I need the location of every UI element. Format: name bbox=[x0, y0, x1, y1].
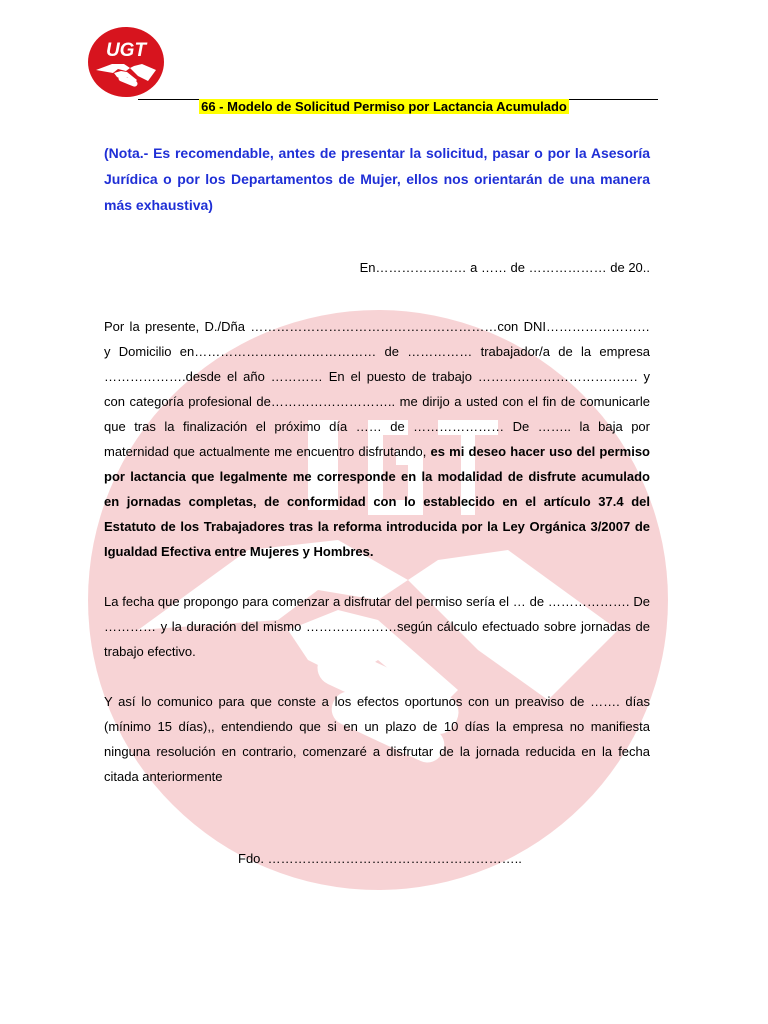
dates-paragraph: La fecha que propongo para comenzar a disfrutar del permiso sería el … de ………………. De ………… y la duración del mismo …………………según cálculo efectuado sobre jornadas de trabajo efectivo. bbox=[104, 594, 650, 659]
document-body bbox=[104, 140, 650, 871]
note-text: (Nota.- Es recomendable, antes de presentar la solicitud, pasar o por la Asesoría Jurídica o por los Departamentos de Mujer, ellos nos orientarán de una manera más exhaustiva) bbox=[104, 145, 650, 213]
svg-text:UGT: UGT bbox=[105, 40, 147, 61]
request-paragraph-bold: es mi deseo hacer uso del permiso por lactancia que legalmente me corresponde en la modalidad de disfrute acumulado en jornadas completas, de conformidad con lo establecido en el artículo 37.4 del Estatuto de los Trabajadores tras la reforma introducida por la Ley Orgánica 3/2007 de Igualdad Efectiva entre Mujeres y Hombres. bbox=[104, 444, 650, 559]
title-text: 66 - Modelo de Solicitud Permiso por Lactancia Acumulado bbox=[201, 99, 567, 114]
document-title bbox=[0, 99, 768, 114]
request-paragraph-plain: Por la presente, D./Dña …………………………………………………con DNI…………………… y Domicilio en…………………………………… de …………… trabajador/a de la empresa ……………….desde el año ………… En el puesto de trabajo ………………………………. y con categoría profesional de……………………….. me dirijo a usted con el fin de comunicarle que tras la finalización el próximo día …… de ………………… De …….. la baja por maternidad que actualmente me encuentro disfrutando, bbox=[104, 319, 650, 459]
ugt-logo-icon bbox=[86, 26, 166, 98]
request-paragraph bbox=[104, 314, 650, 564]
date-line: En………………… a …… de ……………… de 20.. bbox=[359, 260, 650, 275]
notice-paragraph: Y así lo comunico para que conste a los efectos oportunos con un preaviso de ……. días (mínimo 15 días),, entendiendo que si en un plazo de 10 días la empresa no manifiesta ninguna resolución en contrario, comenzaré a disfrutar de la jornada reducida en la fecha citada anteriormente bbox=[104, 694, 650, 784]
signature-line: Fdo. ………………………………………………….. bbox=[238, 851, 522, 866]
